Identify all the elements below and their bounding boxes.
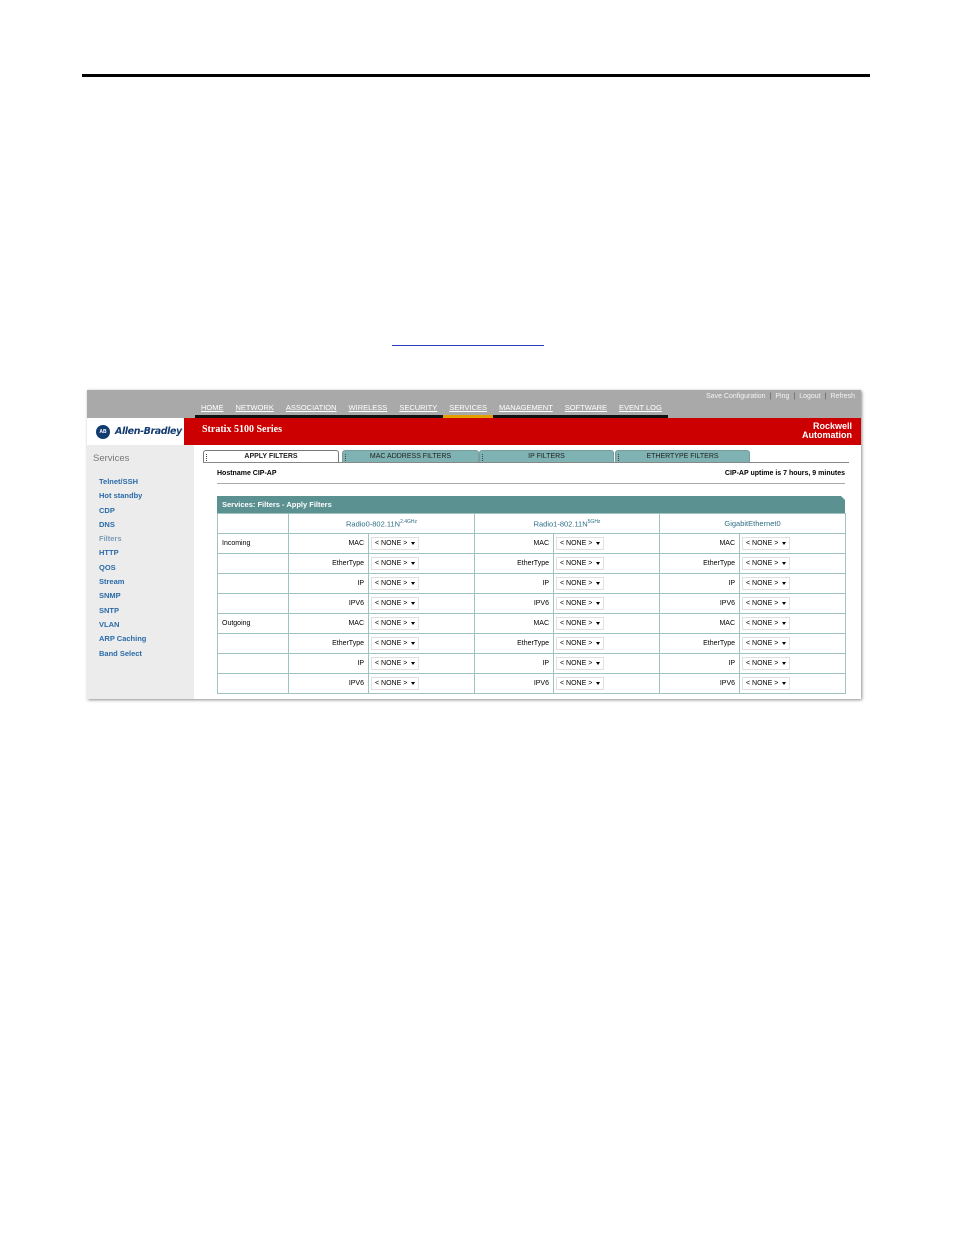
- chevron-down-icon: [596, 682, 600, 685]
- chevron-down-icon: [411, 622, 415, 625]
- chevron-down-icon: [596, 582, 600, 585]
- chevron-down-icon: [782, 602, 786, 605]
- filter-select-cell: [369, 674, 475, 694]
- table-row: [218, 534, 846, 554]
- refresh-link[interactable]: Refresh: [830, 393, 855, 400]
- chevron-down-icon: [596, 542, 600, 545]
- table-row: [218, 554, 846, 574]
- sidebar: [87, 445, 194, 699]
- filter-select-cell: [740, 654, 846, 674]
- filter-type-label: MAC: [289, 614, 369, 634]
- sidebar-title: Services: [93, 453, 130, 464]
- main-nav: [195, 403, 668, 418]
- chevron-down-icon: [596, 662, 600, 665]
- sidebar-item-dns[interactable]: DNS: [99, 519, 115, 529]
- sidebar-item-sntp[interactable]: SNTP: [99, 605, 120, 615]
- filter-type-label: IP: [475, 574, 554, 594]
- filter-select-cell: [554, 594, 660, 614]
- filter-type-label: IPV6: [289, 594, 369, 614]
- filter-type-label: EtherType: [660, 634, 740, 654]
- chevron-down-icon: [596, 562, 600, 565]
- filter-select-cell: [369, 594, 475, 614]
- table-row: [218, 654, 846, 674]
- sidebar-item-stream[interactable]: Stream: [99, 577, 125, 587]
- top-nav-bar: [87, 390, 861, 418]
- select-value: < NONE >: [746, 600, 779, 607]
- sidebar-item-band-select[interactable]: Band Select: [99, 648, 142, 658]
- chevron-down-icon: [782, 582, 786, 585]
- sidebar-item-arp-caching[interactable]: ARP Caching: [99, 634, 147, 644]
- radio1-incoming-mac-select[interactable]: [556, 537, 604, 550]
- radio0-incoming-ipv6-select[interactable]: [371, 597, 419, 610]
- tab-baseline: [203, 462, 849, 463]
- tab-grip-icon: [345, 454, 348, 461]
- filter-type-label: MAC: [475, 614, 554, 634]
- direction-cell: [218, 674, 289, 694]
- filter-type-label: EtherType: [475, 554, 554, 574]
- filter-type-label: IPV6: [289, 674, 369, 694]
- select-value: < NONE >: [375, 640, 408, 647]
- chevron-down-icon: [596, 602, 600, 605]
- filters-table: [217, 513, 846, 694]
- filter-select-cell: [369, 654, 475, 674]
- rockwell-logo: [802, 422, 852, 440]
- sidebar-list: [99, 475, 146, 661]
- chevron-down-icon: [411, 542, 415, 545]
- select-value: < NONE >: [560, 680, 593, 687]
- filter-select-cell: [369, 574, 475, 594]
- filter-type-label: IP: [289, 654, 369, 674]
- automation-line: Automation: [802, 430, 852, 440]
- radio0-outgoing-mac-select[interactable]: [371, 617, 419, 630]
- nav-security[interactable]: SECURITY: [393, 403, 443, 418]
- chevron-down-icon: [411, 682, 415, 685]
- uptime-text: CIP-AP uptime is 7 hours, 9 minutes: [724, 470, 845, 477]
- chevron-down-icon: [596, 642, 600, 645]
- select-value: < NONE >: [746, 580, 779, 587]
- radio0-outgoing-ethertype-select[interactable]: [371, 637, 419, 650]
- column-header-gigabitethernet0: GigabitEthernet0: [660, 514, 846, 534]
- table-row: [218, 634, 846, 654]
- select-value: < NONE >: [375, 620, 408, 627]
- select-value: < NONE >: [746, 540, 779, 547]
- select-value: < NONE >: [560, 560, 593, 567]
- logo-text: Allen-Bradley: [115, 426, 182, 437]
- utility-links: [706, 393, 855, 400]
- table-header-row: [218, 514, 846, 534]
- filter-select-cell: [740, 674, 846, 694]
- filter-select-cell: [554, 674, 660, 694]
- select-value: < NONE >: [375, 540, 408, 547]
- select-value: < NONE >: [560, 580, 593, 587]
- chevron-down-icon: [782, 682, 786, 685]
- chevron-down-icon: [411, 602, 415, 605]
- table-row: [218, 574, 846, 594]
- gigabitethernet0-incoming-ip-select[interactable]: [742, 577, 790, 590]
- radio1-outgoing-mac-select[interactable]: [556, 617, 604, 630]
- filter-select-cell: [554, 554, 660, 574]
- radio0-incoming-mac-select[interactable]: [371, 537, 419, 550]
- filter-type-label: IPV6: [475, 594, 554, 614]
- chevron-down-icon: [411, 642, 415, 645]
- select-value: < NONE >: [746, 680, 779, 687]
- separator: |: [824, 393, 827, 400]
- direction-cell: [218, 554, 289, 574]
- header-empty-cell: [218, 514, 289, 534]
- chevron-down-icon: [782, 622, 786, 625]
- gigabitethernet0-outgoing-ip-select[interactable]: [742, 657, 790, 670]
- filter-select-cell: [740, 634, 846, 654]
- filter-type-label: MAC: [660, 614, 740, 634]
- filter-select-cell: [369, 534, 475, 554]
- filter-select-cell: [554, 654, 660, 674]
- select-value: < NONE >: [746, 640, 779, 647]
- sidebar-item-vlan[interactable]: VLAN: [99, 619, 120, 629]
- filter-type-label: EtherType: [289, 554, 369, 574]
- tab-label: IP FILTERS: [528, 453, 565, 460]
- nav-wireless[interactable]: WIRELESS: [343, 403, 394, 418]
- hostname-label: Hostname: [217, 470, 251, 477]
- ab-logo-icon: AB: [96, 425, 110, 439]
- filter-select-cell: [740, 574, 846, 594]
- apply-filters-panel: [217, 496, 845, 694]
- column-header-radio0: $Radio0-802.11N^{2.4GHz}$: [289, 514, 475, 534]
- page-top-rule: [82, 74, 870, 77]
- document-link-underline[interactable]: [392, 345, 544, 346]
- sidebar-item-filters[interactable]: Filters: [99, 534, 122, 544]
- separator: |: [769, 393, 772, 400]
- tab-grip-icon: [206, 454, 209, 461]
- direction-cell: [218, 594, 289, 614]
- direction-cell: Incoming: [218, 534, 289, 554]
- screenshot-frame: [87, 390, 861, 699]
- filter-type-label: IP: [660, 574, 740, 594]
- gigabitethernet0-incoming-ipv6-select[interactable]: [742, 597, 790, 610]
- filter-select-cell: [369, 554, 475, 574]
- filter-type-label: IP: [289, 574, 369, 594]
- radio1-incoming-ethertype-select[interactable]: [556, 557, 604, 570]
- filter-select-cell: [554, 534, 660, 554]
- filter-select-cell: [554, 634, 660, 654]
- tab-label: MAC ADDRESS FILTERS: [369, 453, 452, 460]
- host-divider: [217, 483, 845, 484]
- gigabitethernet0-outgoing-mac-select[interactable]: [742, 617, 790, 630]
- table-row: [218, 594, 846, 614]
- chevron-down-icon: [596, 622, 600, 625]
- nav-event-log[interactable]: EVENT LOG: [613, 403, 668, 418]
- filter-type-label: IP: [660, 654, 740, 674]
- sidebar-item-telnet-ssh[interactable]: Telnet/SSH: [99, 477, 139, 486]
- select-value: < NONE >: [560, 600, 593, 607]
- tab-label: ETHERTYPE FILTERS: [646, 453, 719, 460]
- table-row: [218, 614, 846, 634]
- filter-type-label: MAC: [475, 534, 554, 554]
- filters-table-body: [218, 514, 846, 694]
- select-value: < NONE >: [560, 660, 593, 667]
- host-info-row: [217, 470, 845, 477]
- filter-type-label: IPV6: [475, 674, 554, 694]
- allen-bradley-logo: [87, 418, 184, 445]
- chevron-down-icon: [411, 582, 415, 585]
- filter-type-label: IPV6: [660, 674, 740, 694]
- sidebar-item-cdp[interactable]: CDP: [99, 505, 115, 515]
- filter-select-cell: [740, 554, 846, 574]
- hostname-value: CIP-AP: [252, 470, 277, 477]
- radio1-outgoing-ip-select[interactable]: [556, 657, 604, 670]
- filter-type-label: IP: [475, 654, 554, 674]
- nav-management[interactable]: MANAGEMENT: [493, 403, 559, 418]
- filter-type-label: MAC: [289, 534, 369, 554]
- radio0-incoming-ip-select[interactable]: [371, 577, 419, 590]
- radio1-outgoing-ipv6-select[interactable]: [556, 677, 604, 690]
- nav-home[interactable]: HOME: [195, 403, 230, 418]
- filter-select-cell: [369, 634, 475, 654]
- table-row: [218, 674, 846, 694]
- logout-link[interactable]: Logout: [799, 393, 821, 400]
- select-value: < NONE >: [746, 660, 779, 667]
- direction-cell: Outgoing: [218, 614, 289, 634]
- select-value: < NONE >: [375, 580, 408, 587]
- gigabitethernet0-incoming-mac-select[interactable]: [742, 537, 790, 550]
- select-value: < NONE >: [375, 600, 408, 607]
- filter-select-cell: [740, 614, 846, 634]
- product-title: Stratix 5100 Series: [202, 424, 282, 435]
- tab-label: APPLY FILTERS: [244, 453, 298, 460]
- chevron-down-icon: [411, 562, 415, 565]
- nav-network[interactable]: NETWORK: [230, 403, 280, 418]
- direction-cell: [218, 654, 289, 674]
- filter-type-label: EtherType: [660, 554, 740, 574]
- direction-cell: [218, 574, 289, 594]
- select-value: < NONE >: [375, 560, 408, 567]
- gigabitethernet0-incoming-ethertype-select[interactable]: [742, 557, 790, 570]
- chevron-down-icon: [782, 662, 786, 665]
- sidebar-item-snmp[interactable]: SNMP: [99, 591, 121, 601]
- brand-banner: [87, 418, 861, 445]
- tab-grip-icon: [482, 454, 485, 461]
- select-value: < NONE >: [746, 620, 779, 627]
- panel-title: Services: Filters - Apply Filters: [217, 496, 845, 513]
- filter-select-cell: [740, 534, 846, 554]
- gigabitethernet0-outgoing-ethertype-select[interactable]: [742, 637, 790, 650]
- filter-type-label: IPV6: [660, 594, 740, 614]
- chevron-down-icon: [782, 562, 786, 565]
- chevron-down-icon: [782, 542, 786, 545]
- radio1-outgoing-ethertype-select[interactable]: [556, 637, 604, 650]
- direction-cell: [218, 634, 289, 654]
- sidebar-item-qos[interactable]: QOS: [99, 562, 116, 572]
- filter-select-cell: [369, 614, 475, 634]
- column-header-radio1: $Radio1-802.11N^{5GHz}$: [475, 514, 660, 534]
- select-value: < NONE >: [560, 640, 593, 647]
- filter-type-label: EtherType: [289, 634, 369, 654]
- radio1-incoming-ipv6-select[interactable]: [556, 597, 604, 610]
- filter-type-label: MAC: [660, 534, 740, 554]
- filter-type-label: EtherType: [475, 634, 554, 654]
- separator: |: [793, 393, 796, 400]
- ping-link[interactable]: Ping: [775, 393, 790, 400]
- nav-association[interactable]: ASSOCIATION: [280, 403, 343, 418]
- sidebar-item-http[interactable]: HTTP: [99, 548, 119, 558]
- filter-select-cell: [554, 614, 660, 634]
- chevron-down-icon: [411, 662, 415, 665]
- radio0-outgoing-ipv6-select[interactable]: [371, 677, 419, 690]
- radio0-outgoing-ip-select[interactable]: [371, 657, 419, 670]
- select-value: < NONE >: [560, 620, 593, 627]
- select-value: < NONE >: [560, 540, 593, 547]
- select-value: < NONE >: [746, 560, 779, 567]
- nav-services[interactable]: SERVICES: [443, 403, 493, 418]
- rockwell-line: Rockwell: [812, 421, 852, 431]
- select-value: < NONE >: [375, 660, 408, 667]
- tab-grip-icon: [618, 454, 621, 461]
- save-configuration-link[interactable]: Save Configuration: [706, 393, 766, 400]
- sidebar-item-hot-standby[interactable]: Hot standby: [99, 491, 143, 501]
- filter-select-cell: [740, 594, 846, 614]
- select-value: < NONE >: [375, 680, 408, 687]
- radio1-incoming-ip-select[interactable]: [556, 577, 604, 590]
- chevron-down-icon: [782, 642, 786, 645]
- radio0-incoming-ethertype-select[interactable]: [371, 557, 419, 570]
- filter-select-cell: [554, 574, 660, 594]
- nav-software[interactable]: SOFTWARE: [559, 403, 613, 418]
- gigabitethernet0-outgoing-ipv6-select[interactable]: [742, 677, 790, 690]
